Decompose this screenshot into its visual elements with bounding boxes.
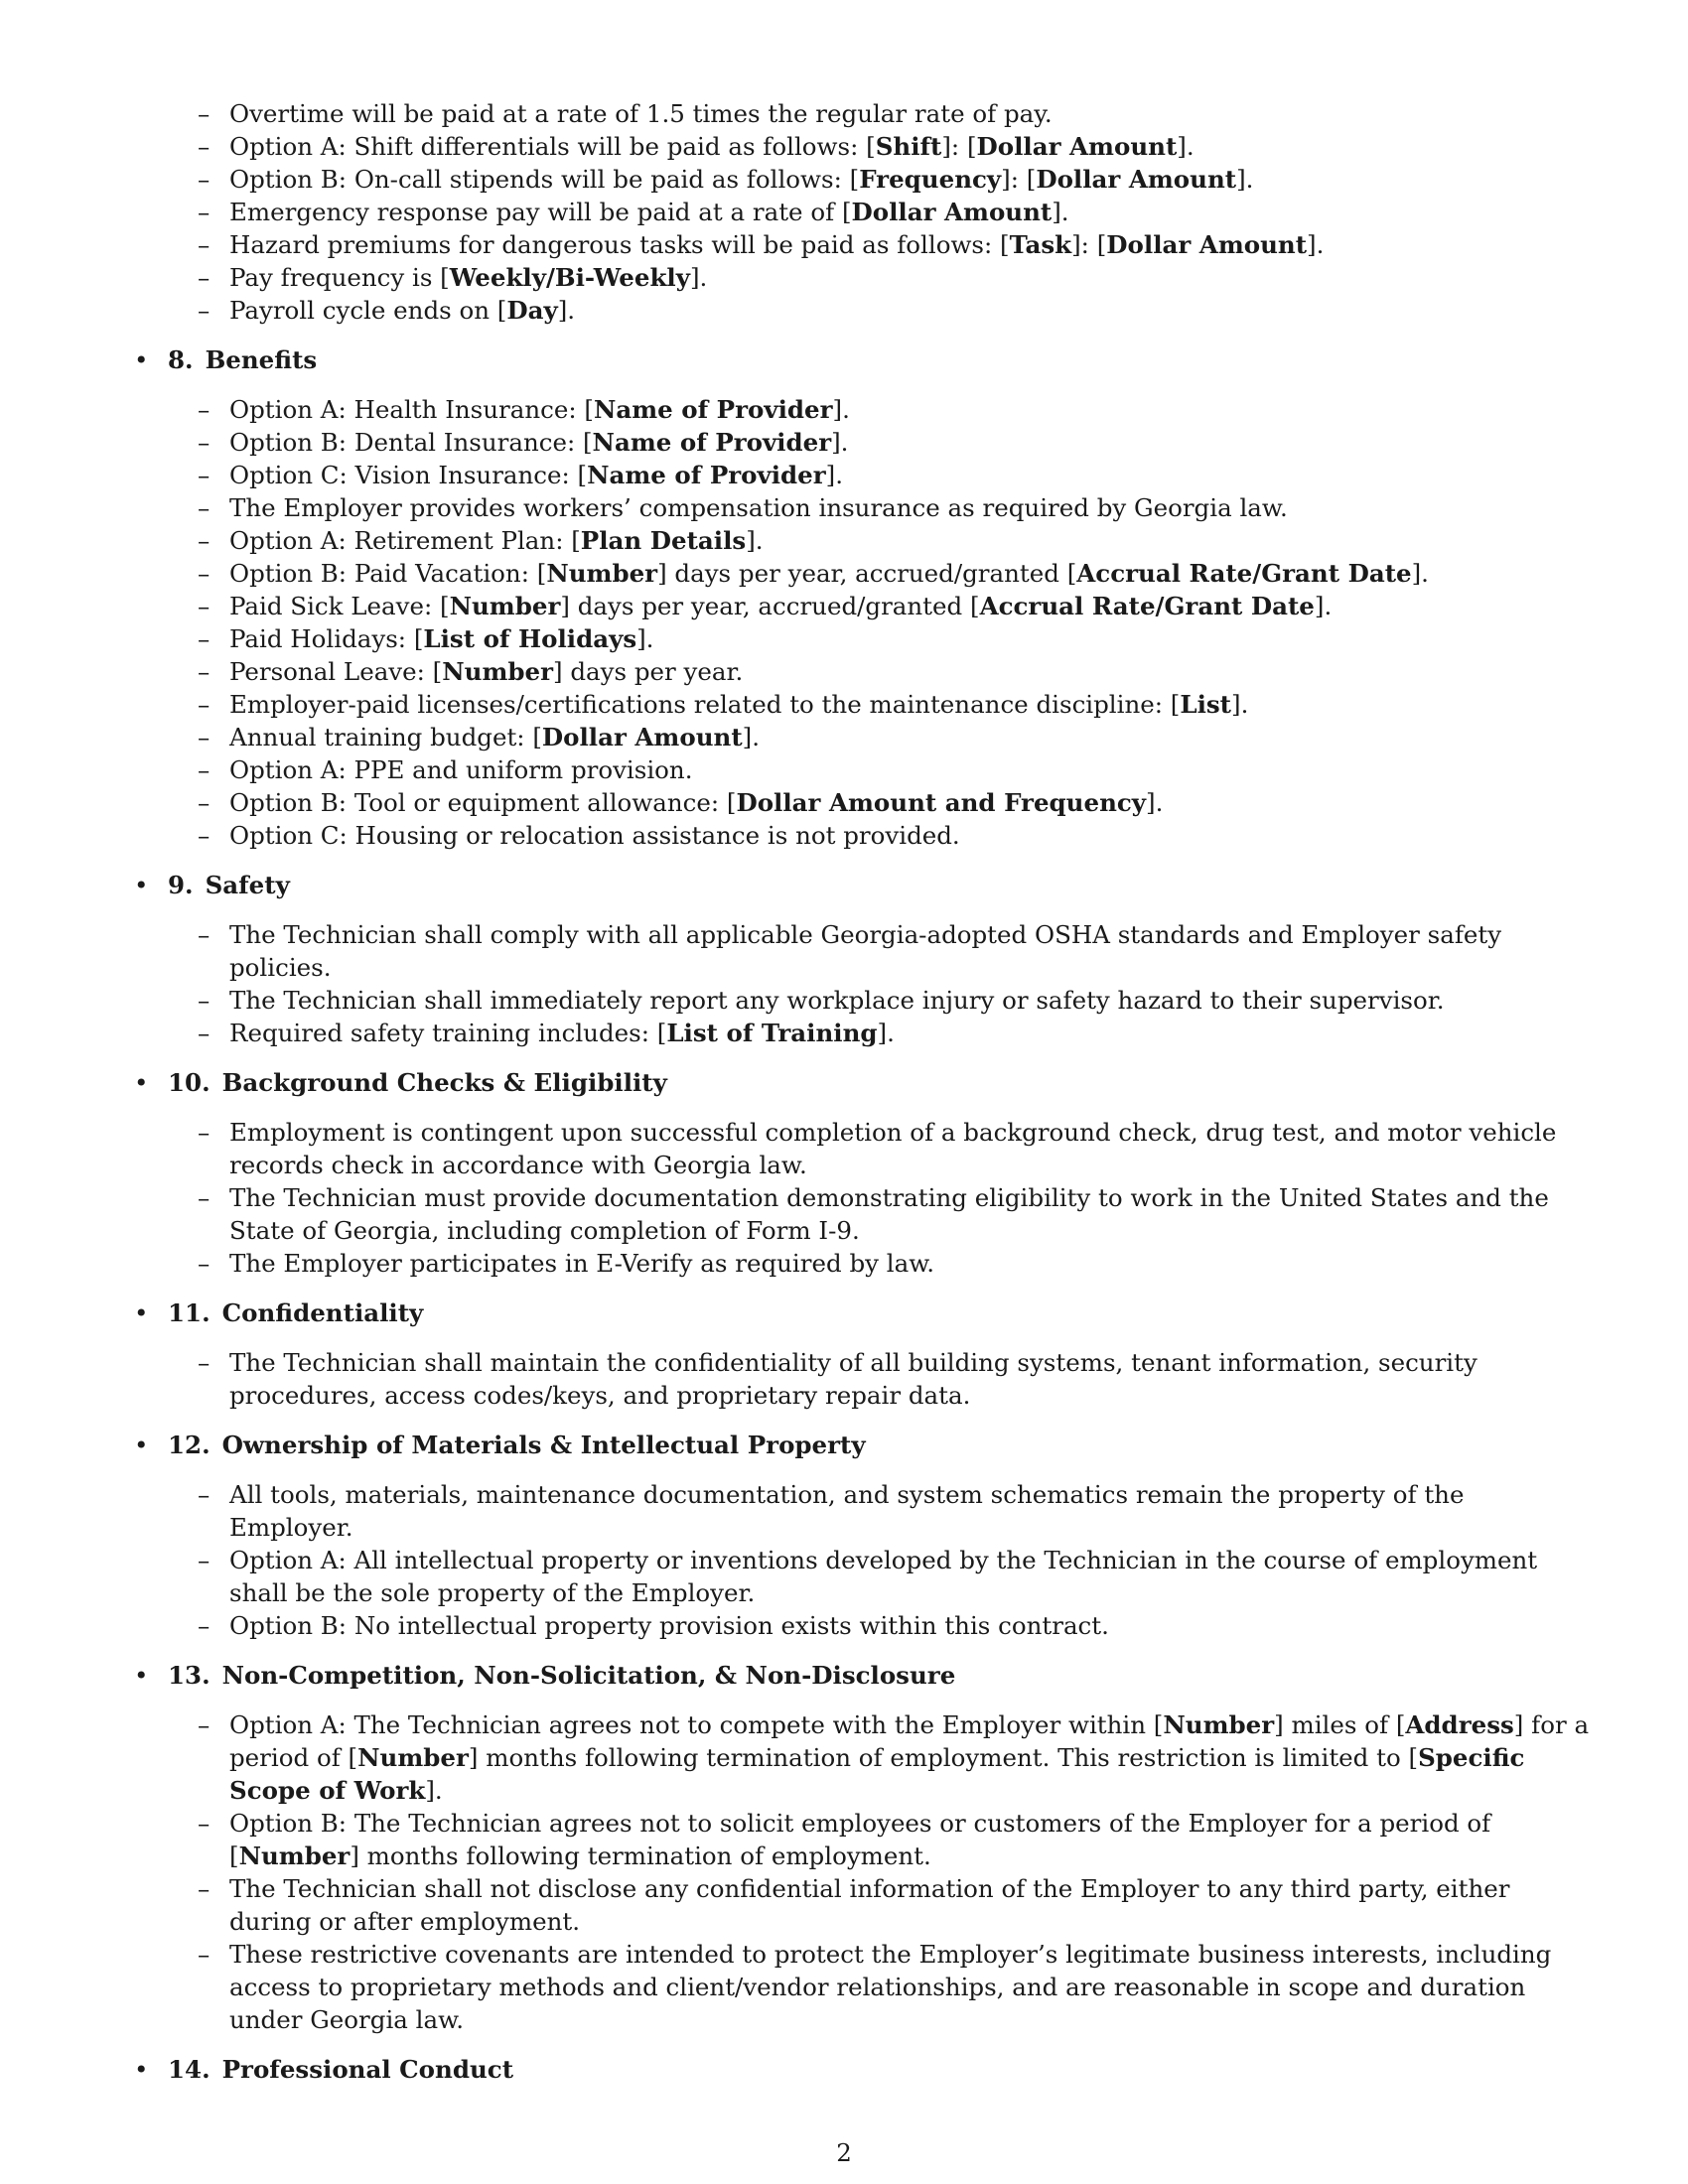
section-heading bbox=[134, 2053, 1594, 2086]
list-item: – The Employer participates in E-Verify as required by law. bbox=[134, 1247, 1594, 1280]
list-item: – Paid Holidays: [List of Holidays]. bbox=[134, 622, 1594, 655]
section-title: Benefits bbox=[205, 345, 318, 374]
list-item: – Option A: All intellectual property or inventions developed by the Technician in the course of employment shall be the sole property of the Employer. bbox=[134, 1544, 1594, 1609]
placeholder-field: Name of Provider bbox=[593, 395, 833, 424]
placeholder-field: Number bbox=[1163, 1710, 1275, 1739]
list-item: – Overtime will be paid at a rate of 1.5 times the regular rate of pay. bbox=[134, 97, 1594, 130]
section-items-list bbox=[134, 1116, 1594, 1280]
section-number: 11. bbox=[168, 1298, 211, 1327]
placeholder-field: Weekly/Bi-Weekly bbox=[449, 263, 690, 292]
placeholder-field: Dollar Amount bbox=[1106, 230, 1308, 259]
section-title: Safety bbox=[205, 871, 290, 899]
list-item: – Option B: Paid Vacation: [Number] days per year, accrued/granted [Accrual Rate/Grant Date]. bbox=[134, 557, 1594, 590]
section-number: 14. bbox=[168, 2055, 211, 2084]
placeholder-field: Plan Details bbox=[580, 526, 747, 555]
placeholder-field: Shift bbox=[875, 132, 942, 161]
placeholder-field: Accrual Rate/Grant Date bbox=[1076, 559, 1412, 588]
section-title: Ownership of Materials & Intellectual Property bbox=[221, 1431, 866, 1459]
list-item: – Annual training budget: [Dollar Amount]. bbox=[134, 721, 1594, 753]
list-item: – Option B: Tool or equipment allowance: [Dollar Amount and Frequency]. bbox=[134, 786, 1594, 819]
section-heading bbox=[134, 1297, 1594, 1329]
section-number: 9. bbox=[168, 871, 194, 899]
section-items-list bbox=[134, 1346, 1594, 1412]
list-item: – These restrictive covenants are intended to protect the Employer’s legitimate business interests, including access to proprietary methods and client/vendor relationships, and are reasonable in scope and duration under Georgia law. bbox=[134, 1938, 1594, 2036]
section-items-list bbox=[134, 393, 1594, 852]
list-item: – Employment is contingent upon successful completion of a background check, drug test, and motor vehicle records check in accordance with Georgia law. bbox=[134, 1116, 1594, 1181]
placeholder-field: Dollar Amount bbox=[851, 198, 1053, 226]
document-content bbox=[134, 97, 1594, 2103]
section-title: Confidentiality bbox=[221, 1298, 424, 1327]
placeholder-field: Number bbox=[449, 592, 561, 620]
section-title: Background Checks & Eligibility bbox=[221, 1068, 667, 1097]
section-heading bbox=[134, 869, 1594, 901]
list-item: – Option A: PPE and uniform provision. bbox=[134, 753, 1594, 786]
placeholder-field: List of Training bbox=[666, 1019, 878, 1047]
section-heading bbox=[134, 343, 1594, 376]
list-item: – The Technician must provide documentation demonstrating eligibility to work in the United States and the State of Georgia, including completion of Form I-9. bbox=[134, 1181, 1594, 1247]
section-items-list bbox=[134, 1478, 1594, 1642]
placeholder-field: Dollar Amount bbox=[541, 723, 743, 751]
placeholder-field: Number bbox=[546, 559, 658, 588]
section-heading bbox=[134, 1429, 1594, 1461]
list-item: – The Technician shall comply with all applicable Georgia-adopted OSHA standards and Employer safety policies. bbox=[134, 918, 1594, 984]
pay-items-list bbox=[134, 97, 1594, 327]
placeholder-field: Accrual Rate/Grant Date bbox=[979, 592, 1315, 620]
placeholder-field: List of Holidays bbox=[423, 624, 637, 653]
placeholder-field: Number bbox=[238, 1842, 351, 1870]
placeholder-field: Frequency bbox=[859, 165, 1002, 194]
section-number: 10. bbox=[168, 1068, 211, 1097]
placeholder-field: Dollar Amount bbox=[976, 132, 1178, 161]
list-item: – Option C: Housing or relocation assistance is not provided. bbox=[134, 819, 1594, 852]
list-item: – Option C: Vision Insurance: [Name of Provider]. bbox=[134, 459, 1594, 491]
list-item: – The Technician shall maintain the confidentiality of all building systems, tenant information, security procedures, access codes/keys, and proprietary repair data. bbox=[134, 1346, 1594, 1412]
list-item: – The Employer provides workers’ compensation insurance as required by Georgia law. bbox=[134, 491, 1594, 524]
list-item: – Hazard premiums for dangerous tasks will be paid as follows: [Task]: [Dollar Amount]. bbox=[134, 228, 1594, 261]
list-item: – Payroll cycle ends on [Day]. bbox=[134, 294, 1594, 327]
placeholder-field: Number bbox=[442, 657, 554, 686]
section-items-list bbox=[134, 918, 1594, 1049]
list-item: – The Technician shall not disclose any confidential information of the Employer to any third party, either during or after employment. bbox=[134, 1872, 1594, 1938]
placeholder-field: Task bbox=[1009, 230, 1072, 259]
section-items-list bbox=[134, 1708, 1594, 2036]
list-item: – Option B: Dental Insurance: [Name of Provider]. bbox=[134, 426, 1594, 459]
placeholder-field: Address bbox=[1405, 1710, 1514, 1739]
section-title: Non-Competition, Non-Solicitation, & Non-Disclosure bbox=[221, 1661, 956, 1690]
placeholder-field: List bbox=[1180, 690, 1232, 719]
placeholder-field: Dollar Amount and Frequency bbox=[736, 788, 1147, 817]
list-item: – Option A: Retirement Plan: [Plan Details]. bbox=[134, 524, 1594, 557]
list-item: – Option A: Shift differentials will be paid as follows: [Shift]: [Dollar Amount]. bbox=[134, 130, 1594, 163]
list-item: – All tools, materials, maintenance documentation, and system schematics remain the property of the Employer. bbox=[134, 1478, 1594, 1544]
placeholder-field: Name of Provider bbox=[592, 428, 832, 457]
list-item: – Employer-paid licenses/certifications related to the maintenance discipline: [List]. bbox=[134, 688, 1594, 721]
list-item: – Emergency response pay will be paid at a rate of [Dollar Amount]. bbox=[134, 196, 1594, 228]
list-item: – Option A: Health Insurance: [Name of Provider]. bbox=[134, 393, 1594, 426]
list-item: – Option B: No intellectual property provision exists within this contract. bbox=[134, 1609, 1594, 1642]
section-number: 8. bbox=[168, 345, 194, 374]
section-title: Professional Conduct bbox=[221, 2055, 514, 2084]
placeholder-field: Day bbox=[506, 296, 558, 325]
list-item: – Option A: The Technician agrees not to compete with the Employer within [Number] miles of [Address] for a period of [Number] months following termination of employment. This restriction is limited to [Specific Scope of Work]. bbox=[134, 1708, 1594, 1807]
placeholder-field: Number bbox=[357, 1743, 469, 1772]
list-item: – Personal Leave: [Number] days per year. bbox=[134, 655, 1594, 688]
list-item: – Option B: On-call stipends will be paid as follows: [Frequency]: [Dollar Amount]. bbox=[134, 163, 1594, 196]
list-item: – Paid Sick Leave: [Number] days per year, accrued/granted [Accrual Rate/Grant Date]. bbox=[134, 590, 1594, 622]
placeholder-field: Dollar Amount bbox=[1036, 165, 1237, 194]
section-number: 12. bbox=[168, 1431, 211, 1459]
placeholder-field: Specific Scope of Work bbox=[229, 1743, 1525, 1805]
page-number: 2 bbox=[836, 2138, 852, 2167]
list-item: – The Technician shall immediately report any workplace injury or safety hazard to their supervisor. bbox=[134, 984, 1594, 1017]
section-number: 13. bbox=[168, 1661, 211, 1690]
placeholder-field: Name of Provider bbox=[587, 461, 826, 489]
list-item: – Pay frequency is [Weekly/Bi-Weekly]. bbox=[134, 261, 1594, 294]
list-item: – Required safety training includes: [List of Training]. bbox=[134, 1017, 1594, 1049]
section-heading bbox=[134, 1066, 1594, 1099]
list-item: – Option B: The Technician agrees not to solicit employees or customers of the Employer for a period of [Number] months following termination of employment. bbox=[134, 1807, 1594, 1872]
section-heading bbox=[134, 1659, 1594, 1692]
